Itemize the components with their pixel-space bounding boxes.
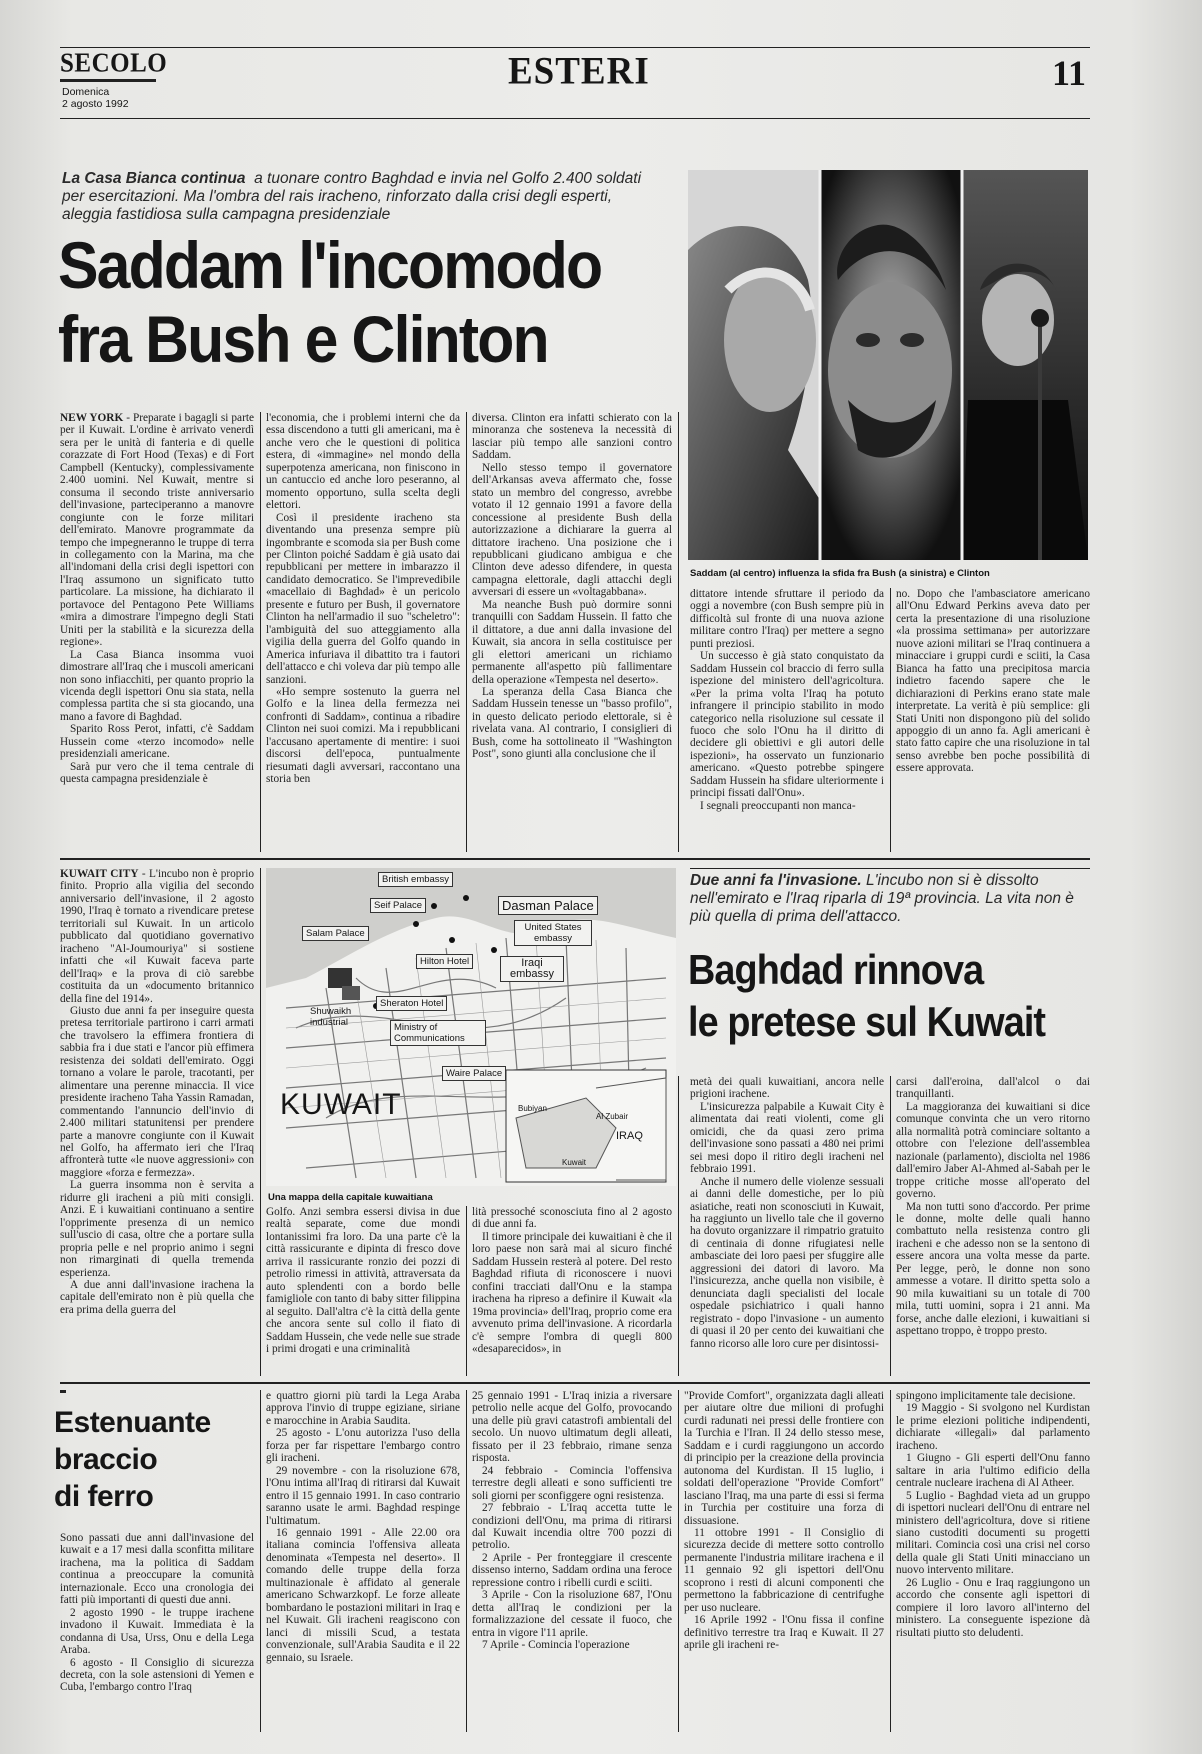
article3-column-4 [684,1390,884,1732]
map-inset-bubiyan: Bubiyan [518,1104,547,1113]
column-divider [466,1206,467,1376]
map-caption: Una mappa della capitale kuwaitiana [268,1192,433,1203]
article2-text-4c: Anche il numero delle violenze sessuali ai danni delle domestiche, per lo più asiatiche, reati non sconosciuti in Kuwait, ha raggiunto un livello tale che il governo ha dovuto organizzare il rimpatrio gratuito di centinaia di donne rifugiatesi nelle ambasciate dei loro paesi per sfuggire alle aggressioni dei datori di lavoro. Ma l'insicurezza, anche quella non visibile, è denunciata dagli specialisti del locale ospedale psichiatrico i quali hanno registrato - dopo l'invasione - un aumento di quasi il 20 per cento dei kuwaitiani che fanno ricorso alle loro cure per disintossi- [690,1175,884,1350]
article1-text-2b: Così il presidente iracheno sta diventando una presenza sempre più ingombrante e scomoda sia per Bush come per Clinton poiché Saddam è già usato dai repubblicani per mettere in imbarazzo il candidato democratico. Se l'imprevedibile «macellaio di Baghdad» è un pericolo presente e futuro per Bush, il governatore Clinton ha nell'armadio il suo "scheletro": l'ambiguità del suo atteggiamento alla vigilia della guerra del Golfo quando in America infuriava il dibattito tra i fautori dell'attacco e chi voleva dar più tempo alle sanzioni. [266,511,460,686]
top-rule [60,47,1090,48]
article3-headline-line1: Estenuante [54,1406,211,1439]
map-label-iraqi-embassy: Iraqi embassy [500,956,564,982]
article3-column-5 [896,1390,1090,1732]
article3-headline [54,1404,211,1515]
article2-headline-line1: Baghdad rinnova [688,946,984,993]
issue-day: Domenica [62,86,110,98]
map-label-ministry-communications: Ministry of Communications [390,1020,486,1046]
article1-text-4c: I segnali preoccupanti non manca- [700,799,856,812]
column-divider [678,1390,679,1732]
article1-text-1: - Preparate i bagagli si parte per il Kuwait. L'ordine è arrivato venerdì sera per le unità di fanteria e di quelle corazzate di Fort Hood (Texas) e di Fort Campbell (Kentucky), complessivamente 2.400 uomini. Nel Kuwait, mentre si consuma il secondo triste anniversario dell'invasione, parteciperanno a manovre congiunte con le forze militari dell'emirato. Manovre programmate da tempo che impegneranno le truppe di terra in collegamento con la Marina, ma che all'indomani della crisi degli ispettori con l'Iraq assumono un significato tutto particolare. La missione, ha dichiarato il portavoce del Pentagono Pete Williams «mira a dimostrare l'impegno degli Stati Uniti per la stabilità e la sicurezza della regione». [60,412,254,649]
article1-headline-line2: fra Bush e Clinton [58,302,548,376]
column-divider [466,1390,467,1732]
article3-text-4c: 16 Aprile 1992 - l'Onu fissa il confine definitivo terrestre tra Iraq e Kuwait. Il 27 aprile gli iracheni re- [684,1614,884,1652]
article2-text-4: metà dei quali kuwaitiani, ancora nelle prigioni irachene. [690,1076,884,1101]
article3-column-1 [60,1532,254,1732]
article2-column-2 [266,1206,460,1376]
article3-text-5d: 5 Luglio - Baghdad vieta ad un gruppo di ispettori nucleari dell'Onu di entrare nel ministero dell'agricoltura, dove si ritiene siano custoditi documenti su progetti militari. Comincia così una crisi nel corso della quale gli Stati Uniti minacciano un nuovo intervento militare. [896,1489,1090,1577]
article2-text-1c: La guerra insomma non è servita a ridurre gli iracheni a più miti consigli. Anzi. E i kuwaitiani continuano a sentire l'opprimente presenza di un nemico sull'uscio di casa, oltre che a portare sulla propria pelle e nel proprio animo i segni non rimarginati di quella tremenda esperienza. [60,1179,254,1279]
article2-headline [688,944,1045,1048]
column-divider [890,588,891,852]
article1-text-1c: Sparito Ross Perot, infatti, c'è Saddam Hussein come «terzo incomodo» nelle presidenziali americane. [60,723,254,761]
section-title: ESTERI [508,49,650,94]
map-label-seif-palace: Seif Palace [370,898,426,913]
article1-column-3 [472,412,672,852]
article3-text-4b: 11 ottobre 1991 - Il Consiglio di sicurezza decide di mettere sotto controllo permanente l'industria militare irachena e il 11 gennaio 92 gli ispettori dell'Onu scoprono i resti di alcuni componenti che permettono la fabbricazione di centrifughe per uso nucleare. [684,1526,884,1614]
article1-text-1b: La Casa Bianca insomma vuoi dimostrare all'Iraq che i muscoli americani non sono infiacchiti, per quanto proprio la vicenda degli ispettori Onu sia stata, nella complessa partita che si sta giocando, una mano a favore di Baghdad. [60,648,254,723]
article3-text-5b: 19 Maggio - Si svolgono nel Kurdistan le prime elezioni politiche indipendenti, dichiarate «illegali» dal parlamento iracheno. [896,1402,1090,1452]
map-label-shuwaikh: Shuwaikh industrial [310,1006,352,1028]
map-label-dasman-palace: Dasman Palace [498,896,598,915]
issue-date: 2 agosto 1992 [62,98,129,110]
article2-text-5: carsi dall'eroina, dall'alcol o dai tranquillanti. [896,1076,1090,1101]
article2-column-4 [690,1076,884,1376]
column-divider [260,1390,261,1732]
article1-column-5 [896,588,1090,852]
article3-text-4: "Provide Comfort", organizzata dagli alleati per aiutare oltre due milioni di profughi curdi radunati nei pressi delle frontiere con la Turchia e l'Iran. Il 24 dello stesso mese, Saddam e i curdi raggiungono un accordo di principio per la creazione della provincia autonoma del Kurdistan. Il 15 luglio, i soldati dell'operazione "Provide Comfort" lasciano l'Iraq, ma una parte di essi si ferma in Turchia per costituire una forza di dissuasione. [684,1390,884,1527]
article1-text-4: dittatore intende sfruttare il periodo da oggi a novembre (con Bush sempre più in difficoltà sul fronte di una nuova azione militare contro l'Iraq) per mettere a segno punti preziosi. [690,588,884,650]
map-label-british-embassy: British embassy [378,872,453,887]
photo-illustration [688,170,1088,560]
article3-text-2c: 29 novembre - con la risoluzione 678, l'Onu intima all'Iraq di ritirarsi dal Kuwait entro il 15 gennaio 1991. In caso contrario saranno usate le armi. Baghdad respinge l'ultimatum. [266,1464,460,1527]
article2-kicker-text: L'incubo non si è dissolto nell'emirato e l'Iraq riparla di 19ª provincia. La vita non è più quella di prima dell'attacco. [690,872,1074,925]
section-rule [60,858,1090,860]
kicker-rule [690,868,1090,869]
column-divider [890,1390,891,1732]
article3-headline-line3: di ferro [54,1480,154,1513]
map-label-sheraton-hotel: Sheraton Hotel [376,996,447,1011]
article3-text-2: e quattro giorni più tardi la Lega Araba approva l'invio di truppe egiziane, siriane e marocchine in Arabia Saudita. [266,1390,460,1427]
article3-text-1b: 2 agosto 1990 - le truppe irachene invadono il Kuwait. Immediata è la condanna di Usa, Urss, Onu e della Lega Araba. [60,1606,254,1657]
map-label-salam-palace: Salam Palace [302,926,369,941]
article1-headline [58,228,601,376]
article1-text-3c: Ma neanche Bush può dormire sonni tranquilli con Saddam Hussein. Il fatto che il dittatore, a due anni dalla invasione del Kuwait, sia ancora in sella costituisce per gli elettori americani un richiamo permanente all'aspetto più fallimentare della operazione «Tempesta nel deserto». [472,598,672,686]
article1-kicker-text: a tuonare contro Baghdad e invia nel Golfo 2.400 soldati per esercitazioni. Ma l'ombra del rais iracheno, rinforzato dalla crisi degli esperti, aleggia fastidiosa sulla campagna presidenziale [62,170,642,223]
article3-text-2d: 16 gennaio 1991 - Alle 22.00 ora italiana comincia l'offensiva alleata denominata «Tempesta nel deserto». Il comando delle truppe della forza multinazionale è affidato al generale americano Schwarzkopf. Le forze alleate bombardano le postazioni militari in Iraq e nel Kuwait. Gli iracheni reagiscono con lanci di missili Scud, a testata convenzionale, sull'Arabia Saudita e il 22 gennaio, su Israele. [266,1526,460,1664]
article2-headline-line2: le pretese sul Kuwait [688,998,1046,1045]
map-inset-kuwait: Kuwait [562,1158,587,1167]
article3-text-1c: 6 agosto - Il Consiglio di sicurezza decreta, con la sole astensioni di Yemen e Cuba, l'embargo contro l'Iraq [60,1656,254,1694]
header-rule [60,118,1090,119]
bush-saddam-clinton-photo [688,170,1088,560]
article2-text-5c: Ma non tutti sono d'accordo. Per prime le donne, molte delle quali hanno combattuto nella resistenza contro gli iracheni e che adesso non se la sentono di essere ancora una volta messe da parte. Per legge, però, le donne non sono ammesse a votare. Il diritto spetta solo a 90 mila kuwaitiani su un totale di 700 mila, tutti uomini, sopra i 21 anni. Ma forse, anche dalle elezioni, i kuwaitiani si aspettano troppo, è troppo presto. [896,1200,1090,1338]
article3-text-3: 25 gennaio 1991 - L'Iraq inizia a riversare petrolio nelle acque del Golfo, provocando una delle più gravi catastrofi ambientali del secolo. Un nuovo ultimatum degli alleati, fissato per il 23 febbraio, rimane senza risposta. [472,1390,672,1465]
article1-text-3d: La speranza della Casa Bianca che Saddam Hussein tenesse un "basso profilo", in questo delicato periodo elettorale, si è rivelata vana. Al contrario, I consiglieri di Bush, come ha sottolineato il "Washington Post", sono giunti alla conclusione che il [472,685,672,761]
article1-dateline: NEW YORK [60,412,124,424]
article2-kicker [690,872,1090,926]
logo-underline [60,79,156,82]
article3-column-2 [266,1390,460,1732]
article2-text-1d: A due anni dall'invasione irachena la capitale dell'emirato non è più quella che era prima della guerra del [60,1278,254,1316]
article2-dateline: KUWAIT CITY [60,868,139,880]
column-divider [678,1076,679,1376]
article3-text-3f: 7 Aprile - Comincia l'operazione [482,1639,630,1652]
article2-text-1b: Giusto due anni fa per inseguire questa pretesa territoriale partirono i carri armati che travolsero la effimera frontiera di sabbia fra i due stati e l'ancor più effimera resistenza dei soldati dell'emirato. Oggi tornano a volare le parole, tracotanti, per alimentare una perenne minaccia. Il vice presidente iracheno Taha Yassin Ramadan, commentando l'annuncio dell'invio di 2.400 militari statunitensi per prendere parte a manovre congiunte con il Kuwait nel Golfo, ha affermato ieri che l'Iraq affronterà tutte «le nuove aggressioni» con maggiore «forza e fermezza». [60,1004,254,1179]
article3-text-5: spingono implicitamente tale decisione. [896,1390,1076,1402]
article3-text-3d: 2 Aprile - Per fronteggiare il crescente dissenso interno, Saddam ordina una feroce repressione contro i ribelli curdi e sciiti. [472,1551,672,1589]
article2-text-2: Golfo. Anzi sembra essersi divisa in due realtà separate, come due mondi lontanissimi fra loro. Da una parte c'è la città rassicurante e dipinta di fresco dove arriva il rassicurante ronzio dei pozzi di petrolio rimessi in attività, attraversata da auto splendenti con a bordo belle famigliole con tanto di baby sitter filippina al seguito. Dall'altra c'è la città della gente che ancora sente sul collo il fiato di Saddam Hussein, che vede nelle sue strade i primi drogati e una criminalità [266,1206,460,1355]
column-divider [260,412,261,852]
article2-column-3 [472,1206,672,1376]
map-label-waire-palace: Waire Palace [442,1066,506,1081]
column-divider [890,1076,891,1376]
column-divider [678,412,679,852]
article1-text-5: no. Dopo che l'ambasciatore americano all'Onu Edward Perkins aveva dato per certa la presentazione di una risoluzione «la prossima settimana» per autorizzare nuove azioni militari se l'Iraq continuera a minacciare i gruppi curdi e sciiti, la Casa Bianca ha fatto una precipitosa marcia indietro facendo sapere che le dichiarazioni di Perkins erano state male interpretate. La verità è più semplice: gli Stati Uniti non dispongono più del solido appoggio di un anno fa. Agli americani è stato fatto capire che una risoluzione in tal senso avrebbe ben poche possibilità di essere approvata. [896,588,1090,775]
article1-column-2 [266,412,460,852]
article3-headline-line2: braccio [54,1443,158,1476]
article2-text-1: - L'incubo non è proprio finito. Proprio alla vigilia del secondo anniversario dell'invasione, il 2 agosto 1990, l'Iraq è tornato a rivendicare pretese territoriali sul Kuwait. In un articolo pubblicato dal quotidiano governativo iracheno "Al-Joumouriya" si sostiene infatti che «il Kuwait faceva parte dell'Iraq» e la prova di ciò sarebbe costituita da un «documento britannico della fine del 1914». [60,868,254,1005]
article1-text-2c: «Ho sempre sostenuto la guerra nel Golfo e la linea della fermezza nei confronti di Saddam», continua a ribadire Clinton nei suoi comizi. Ma i repubblicani l'accusano apertamente di mentire: i suoi discorsi dell'epoca, puntualmente riesumati dagli avversari, raccontano una storia ben [266,685,460,786]
article2-text-3b: Il timore principale dei kuwaitiani è che il loro paese non sarà mai al sicuro finché Saddam Hussein resterà al potere. Del resto Baghdad rifiuta di riconoscere i nuovi confini tracciati dall'Onu e la stampa irachena ha ripreso a definire il Kuwait «la 19ma provincia» dell'Iraq, proprio come era avvenuto prima dell'invasione. A ricordarla c'è sempre l'ombra di quegli 800 «desaparecidos», in [472,1230,672,1355]
article3-text-3c: 27 febbraio - L'Iraq accetta tutte le condizioni dell'Onu, ma prima di ritirarsi dal Kuwait incendia oltre 700 pozzi di petrolio. [472,1502,672,1552]
article2-column-5 [896,1076,1090,1376]
map-inset-al-zubair: Al Zubair [596,1112,629,1121]
article3-text-3b: 24 febbraio - Comincia l'offensiva terrestre degli alleati e sono sufficienti tre soli giorni per sconfiggere ogni resistenza. [472,1464,672,1502]
photo-caption: Saddam (al centro) influenza la sfida fra Bush (a sinistra) e Clinton [690,568,990,579]
article3-text-2b: 25 agosto - L'onu autorizza l'uso della forza per far rispettare l'embargo contro gli iracheni. [266,1427,460,1465]
article2-column-1 [60,868,254,1376]
map-inset-iraq: IRAQ [616,1130,643,1142]
article1-text-3b: Nello stesso tempo il governatore dell'Arkansas aveva affermato che, fosse stato un membro del congresso, avrebbe votato il 12 gennaio 1991 a favore della concessione al presidente Bush della autorizzazione a dichiarare la guerra al dittatore iracheno. Una posizione che i repubblicani giudicano ambigua e che Clinton deve adesso difendere, in questa campagna elettorale, dagli attacchi degli avversari di essere un «voltagabbana». [472,461,672,599]
page-number: 11 [1052,53,1087,93]
map-title-kuwait: KUWAIT [280,1088,402,1121]
article1-text-2: l'economia, che i problemi interni che da essa discendono a tutti gli americani, ma è anche vero che le questioni di politica estera, di «immagine» nel mondo della superpotenza americana, non finiscono in un cantuccio ed anche loro peseranno, al momento opportuno, sulla scelta degli elettori. [266,412,460,512]
article1-kicker-bold: La Casa Bianca continua [62,170,246,187]
column-divider [260,868,261,1376]
article1-kicker [62,170,662,224]
map-label-us-embassy: United States embassy [514,920,592,946]
newspaper-logo: SECOLO [60,48,168,79]
article1-text-4b: Un successo è già stato conquistato da Saddam Hussein col braccio di ferro sulla ispezione del ministero dell'agricoltura. «Per la prima volta l'Iraq ha potuto infrangere il principio stabilito in modo categorico nella risoluzione sul cessate il fuoco che solo l'Onu ha il diritto di decidere gli obiettivi e gli autori delle ispezioni», ha osservato un funzionario americano. «Questo potrebbe spingere Saddam Hussein ha sfidare ulteriormente i principi fissati dall'Onu». [690,650,884,800]
article2-text-5b: La maggioranza dei kuwaitiani si dice comunque convinta che un vero ritorno alla normalità potrà cominciare soltanto a ottobre con l'elezione dell'assemblea nazionale (parlamento), disciolta nel 1986 dall'emiro Jaber Al-Ahmed al-Sabah per le troppe critiche mosse all'operato del governo. [896,1100,1090,1201]
article1-headline-line1: Saddam l'incomodo [58,228,602,302]
article3-column-3 [472,1390,672,1732]
article1-column-4 [690,588,884,852]
map-label-hilton-hotel: Hilton Hotel [416,954,473,969]
article1-text-1d: Sarà pur vero che il tema centrale di questa campagna presidenziale è [60,760,254,786]
article3-text-1: Sono passati due anni dall'invasione del kuwait e a 17 mesi dalla sconfitta militare irachena, ma la politica di Saddam continua a preoccupare la comunità internazionale. Ecco una cronologia dei fatti più importanti di questi due anni. [60,1532,254,1607]
article3-text-5e: 26 Luglio - Onu e Iraq raggiungono un accordo che consente agli ispettori di compiere il loro lavoro all'interno del ministero. La conseguente ispezione dà risultati piutto sto deludenti. [896,1576,1090,1639]
headline-mark [60,1390,66,1393]
article1-column-1 [60,412,254,852]
section-rule [60,1382,1090,1384]
kuwait-city-map [266,868,676,1186]
article1-text-3: diversa. Clinton era infatti schierato con la minoranza che sosteneva la necessità di lasciar più tempo alle sanzioni contro Saddam. [472,412,672,462]
article3-text-5c: 1 Giugno - Gli esperti dell'Onu fanno saltare in aria l'ultimo edificio della centrale nucleare irachena di Al Atheer. [896,1452,1090,1490]
article2-text-3: lità pressoché sconosciuta fino al 2 agosto di due anni fa. [472,1206,672,1231]
article3-text-3e: 3 Aprile - Con la risoluzione 687, l'Onu detta all'Iraq le condizioni per la formalizzazione del cessate il fuoco, che entra in vigore l'11 aprile. [472,1589,672,1639]
column-divider [466,412,467,852]
article2-text-4b: L'insicurezza palpabile a Kuwait City è alimentata dai reati violenti, come gli omicidi, che da quasi zero prima dell'invasione sono passati a 480 nei primi sei mesi dopo il ritiro degli iracheni nel febbraio 1991. [690,1100,884,1176]
article2-kicker-bold: Due anni fa l'invasione. [690,872,862,889]
